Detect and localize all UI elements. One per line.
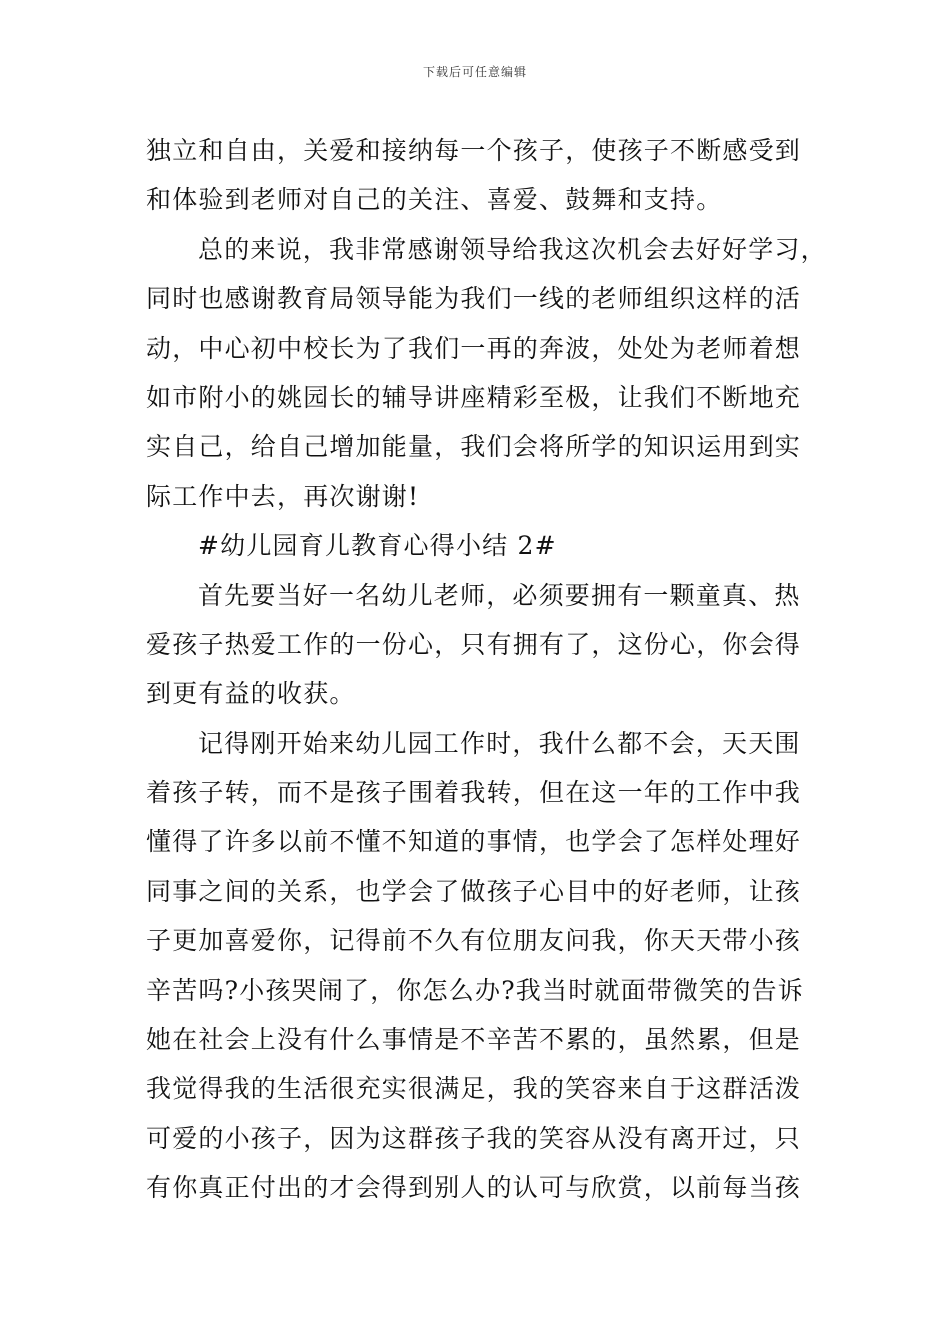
text-line: 我觉得我的生活很充实很满足，我的笑容来自于这群活泼 bbox=[146, 1074, 802, 1104]
document-body bbox=[146, 126, 826, 1213]
text-line: 际工作中去，再次谢谢! bbox=[146, 481, 420, 511]
text-line: 动，中心初中校长为了我们一再的奔波，处处为老师着想 bbox=[146, 333, 802, 363]
text-line: 有你真正付出的才会得到别人的认可与欣赏，以前每当孩 bbox=[146, 1173, 802, 1203]
text-line: 同时也感谢教育局领导能为我们一线的老师组织这样的活 bbox=[146, 284, 802, 314]
text-line: 总的来说，我非常感谢领导给我这次机会去好好学习， bbox=[198, 234, 827, 264]
text-line: 首先要当好一名幼儿老师，必须要拥有一颗童真、热 bbox=[198, 580, 801, 610]
text-line: 同事之间的关系，也学会了做孩子心目中的好老师，让孩 bbox=[146, 876, 802, 906]
text-line: 和体验到老师对自己的关注、喜爱、鼓舞和支持。 bbox=[146, 185, 723, 215]
text-line: 记得刚开始来幼儿园工作时，我什么都不会，天天围 bbox=[198, 728, 801, 758]
text-line: 着孩子转，而不是孩子围着我转，但在这一年的工作中我 bbox=[146, 778, 802, 808]
text-line: 实自己，给自己增加能量，我们会将所学的知识运用到实 bbox=[146, 432, 802, 462]
text-line: 独立和自由，关爱和接纳每一个孩子，使孩子不断感受到 bbox=[146, 136, 802, 165]
text-line: 懂得了许多以前不懂不知道的事情，也学会了怎样处理好 bbox=[146, 827, 802, 857]
text-line: 可爱的小孩子，因为这群孩子我的笑容从没有离开过，只 bbox=[146, 1123, 802, 1153]
page-header-note: 下载后可任意编辑 bbox=[422, 65, 527, 79]
text-line: #幼儿园育儿教育心得小结 2# bbox=[198, 531, 557, 561]
text-line: 子更加喜爱你，记得前不久有位朋友问我，你天天带小孩 bbox=[146, 926, 802, 956]
text-line: 到更有益的收获。 bbox=[146, 679, 356, 709]
text-line: 辛苦吗?小孩哭闹了，你怎么办?我当时就面带微笑的告诉 bbox=[146, 975, 805, 1005]
text-line: 如市附小的姚园长的辅导讲座精彩至极，让我们不断地充 bbox=[146, 382, 802, 412]
text-line: 她在社会上没有什么事情是不辛苦不累的，虽然累，但是 bbox=[146, 1025, 802, 1055]
text-line: 爱孩子热爱工作的一份心，只有拥有了，这份心，你会得 bbox=[146, 629, 802, 659]
